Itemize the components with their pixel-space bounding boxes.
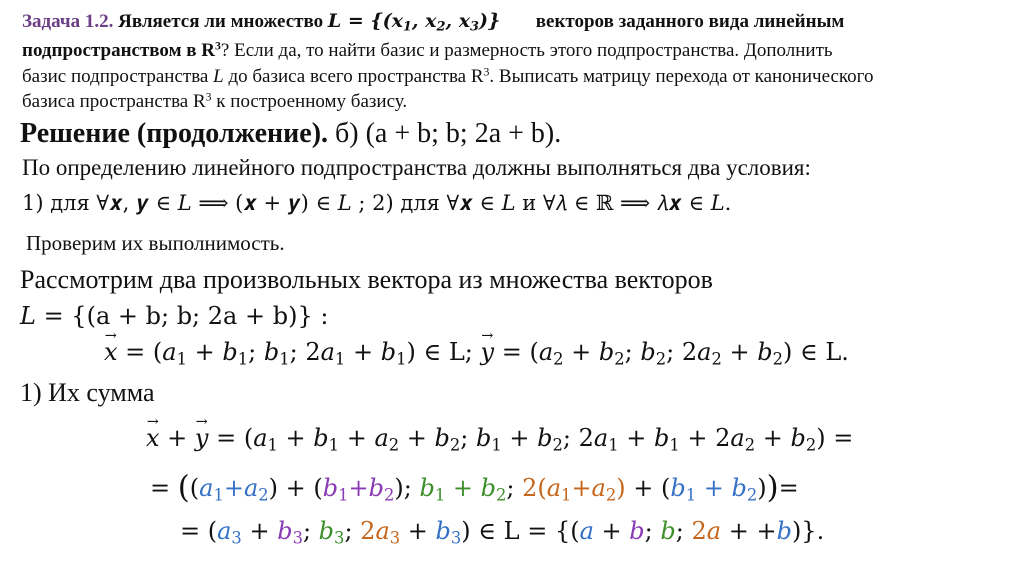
sum-equation-1: → x + → $y = (a_1 + b_1 + a_2 + b_2$; $b_1 + b_2$; $2a_1 + b_1 + 2a_2 + b_2$) = (146, 424, 853, 452)
set-definition: 𝐿 = {(a + b; b; 2a + b)} : (20, 302, 329, 330)
sum-equation-3: = ($a_3 + b_3$; $b_3$; $2a_3 + b_3$) ∈ L = {(a + b; b; 2a + +b)}. (180, 517, 825, 548)
definition-text: По определению линейного подпространства должны выполняться два условия: (22, 155, 811, 180)
check-text: Проверим их выполнимость. (26, 231, 285, 255)
problem-line-2: подпространством в $R^3$? Если да, то найти базис и размерность этого подпространства. Дополнить (22, 39, 833, 61)
problem-label: Задача 1.2. (22, 11, 114, 32)
problem-line-1 (22, 10, 844, 33)
conditions-text: 1) для ∀𝒙, 𝒚 ∈ 𝐿 ⟹ (𝒙 + 𝒚) ∈ 𝐿 ; 2) для ∀𝒙 ∈ 𝐿 и ∀𝜆 ∈ ℝ ⟹ 𝜆𝒙 ∈ 𝐿. (22, 191, 732, 215)
vector-y: → y (481, 338, 495, 366)
set-symbol: $L = \{(x_1$, $x_2$, $x_3$)} (327, 10, 501, 35)
sum-equation-2: = ($(a_1+a_2) + (b_1+b_2)$; $b_1 + b_2$; $2(a_1+a_2) + (b_1 + b_2))=$ (150, 469, 799, 506)
space-r3: $R^3$ (201, 39, 221, 61)
problem-line-4: базиса пространства $R^3$ к построенному базису. (22, 90, 408, 112)
problem-line-3: базис подпространства L до базиса всего пространства $R^3$. Выписать матрицу перехода от канонического (22, 65, 874, 87)
problem-question-tail: векторов заданного вида линейным (535, 11, 845, 32)
sum-label: 1) Их сумма (20, 378, 155, 407)
vector-x: → x (104, 338, 118, 366)
problem-question: Является ли множество (118, 11, 324, 32)
solution-title: Решение (продолжение). б) (a + b; b; 2a + b). (20, 118, 562, 149)
vectors-line: → $x = (a_1 + b_1$; $b_1$; $2a_1 + b_1$) ∈ L; → $y = (a_2 + b_2$; $b_2$; $2a_2 + b_2$) ∈ L. (104, 338, 849, 366)
consider-text: Рассмотрим два произвольных вектора из множества векторов (20, 265, 713, 294)
